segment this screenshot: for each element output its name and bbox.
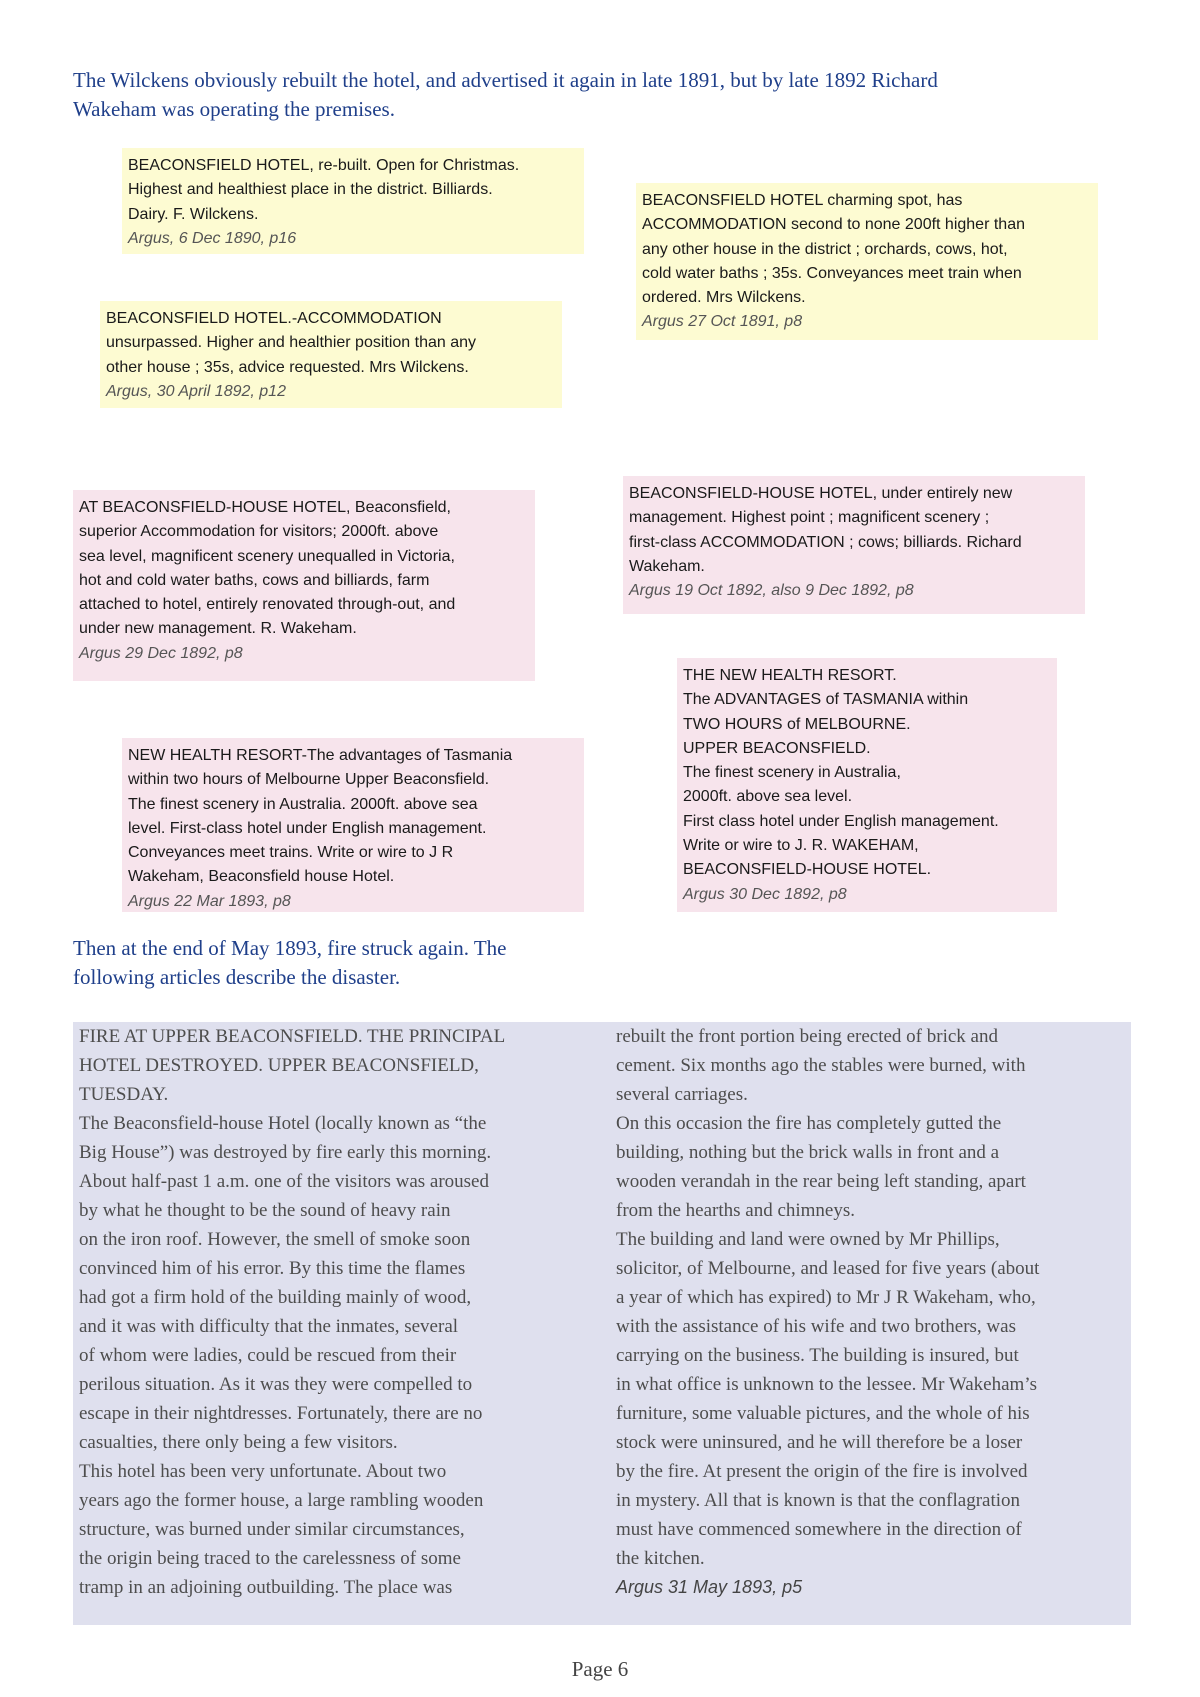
ad-text-line: UPPER BEACONSFIELD.	[683, 739, 871, 757]
ad-clipping-1891	[636, 183, 1098, 340]
article-line: building, nothing but the brick walls in front and a	[616, 1142, 1000, 1163]
page-number: Page 6	[571, 1657, 629, 1681]
ad-text-line: Write or wire to J. R. WAKEHAM,	[683, 837, 919, 855]
article-line: of whom were ladies, could be rescued from their	[79, 1345, 457, 1366]
article-line: rebuilt the front portion being erected of brick and	[616, 1026, 998, 1047]
ad-text-line: management. Highest point ; magnificent scenery ;	[629, 509, 990, 527]
article-line: from the hearths and chimneys.	[616, 1200, 856, 1221]
ad-text-line: BEACONSFIELD HOTEL charming spot, has	[642, 192, 963, 209]
ad-text-line: ACCOMMODATION second to none 200ft higher than	[642, 216, 1025, 234]
transition-line: Then at the end of May 1893, fire struck again. The	[73, 936, 507, 960]
ad-text-line: The finest scenery in Australia,	[683, 764, 901, 782]
ad-text-line: Conveyances meet trains. Write or wire to J R	[128, 844, 454, 862]
article-line: the kitchen.	[616, 1548, 705, 1569]
article-line: several carriages.	[616, 1084, 748, 1105]
ad-text-line: any other house in the district ; orchards, cows, hot,	[642, 240, 1008, 258]
article-line: solicitor, of Melbourne, and leased for five years (about	[616, 1258, 1040, 1279]
article-line: The Beaconsfield-house Hotel (locally known as “the	[79, 1113, 487, 1134]
transition-line: following articles describe the disaster.	[73, 965, 401, 989]
ad-text-line: unsurpassed. Higher and healthier position than any	[106, 334, 477, 352]
ad-citation: Argus 29 Dec 1892, p8	[79, 644, 243, 662]
article-line: a year of which has expired) to Mr J R Wakeham, who,	[616, 1287, 1036, 1308]
intro-line: Wakeham was operating the premises.	[73, 97, 395, 121]
article-line: had got a firm hold of the building mainly of wood,	[79, 1287, 472, 1308]
ad-text-line: other house ; 35s, advice requested. Mrs Wilckens.	[106, 358, 469, 376]
article-line: furniture, some valuable pictures, and the whole of his	[616, 1403, 1030, 1424]
ad-clipping-health-resort-1893	[122, 738, 584, 912]
ad-clipping-1890	[122, 148, 584, 254]
ad-text-line: first-class ACCOMMODATION ; cows; billiards. Richard	[629, 533, 1022, 551]
ad-text-line: 2000ft. above sea level.	[683, 788, 853, 806]
ad-text-line: First class hotel under English management.	[683, 812, 999, 830]
ad-text-line: Highest and healthiest place in the district. Billiards.	[128, 181, 493, 199]
article-line: and it was with difficulty that the inmates, several	[79, 1316, 459, 1337]
article-line: casualties, there only being a few visitors.	[79, 1432, 398, 1453]
ad-text-line: ordered. Mrs Wilckens.	[642, 289, 806, 307]
article-line: with the assistance of his wife and two brothers, was	[616, 1316, 1016, 1337]
article-line: by what he thought to be the sound of heavy rain	[79, 1200, 451, 1221]
ad-text-line: BEACONSFIELD-HOUSE HOTEL, under entirely new	[629, 485, 1013, 502]
ad-text-line: THE NEW HEALTH RESORT.	[683, 667, 897, 684]
article-line: years ago the former house, a large rambling wooden	[79, 1490, 484, 1511]
ad-clipping-1892-april	[100, 301, 562, 408]
ad-text-line: level. First-class hotel under English management.	[128, 819, 487, 837]
intro-paragraph	[73, 66, 1083, 124]
article-line: cement. Six months ago the stables were burned, with	[616, 1055, 1026, 1076]
ad-clipping-1892-december	[73, 490, 535, 681]
ad-text-line: The finest scenery in Australia. 2000ft. above sea	[128, 795, 478, 813]
ad-clipping-1892-october	[623, 476, 1085, 614]
ad-text-line: within two hours of Melbourne Upper Beaconsfield.	[128, 771, 490, 789]
article-line: in mystery. All that is known is that the conflagration	[616, 1490, 1021, 1511]
article-line: TUESDAY.	[79, 1084, 169, 1105]
article-line: HOTEL DESTROYED. UPPER BEACONSFIELD,	[79, 1055, 479, 1076]
article-line: stock were uninsured, and he will therefore be a loser	[616, 1432, 1023, 1453]
ad-text-line: attached to hotel, entirely renovated through-out, and	[79, 596, 456, 614]
article-line: FIRE AT UPPER BEACONSFIELD. THE PRINCIPAL	[79, 1026, 506, 1047]
ad-citation: Argus 22 Mar 1893, p8	[128, 892, 291, 910]
article-line: carrying on the business. The building is insured, but	[616, 1345, 1019, 1366]
ad-text-line: TWO HOURS of MELBOURNE.	[683, 715, 911, 733]
ad-clipping-health-resort-1892	[677, 658, 1057, 912]
ad-text-line: hot and cold water baths, cows and billiards, farm	[79, 571, 430, 589]
article-line: on the iron roof. However, the smell of smoke soon	[79, 1229, 471, 1250]
article-line: escape in their nightdresses. Fortunately, there are no	[79, 1403, 483, 1424]
ad-text-line: The ADVANTAGES of TASMANIA within	[683, 691, 969, 709]
article-line: the origin being traced to the carelessness of some	[79, 1548, 461, 1569]
ad-citation: Argus 30 Dec 1892, p8	[683, 885, 847, 903]
article-right-column	[616, 1022, 1039, 1602]
ad-text-line: under new management. R. Wakeham.	[79, 620, 357, 638]
ad-text-line: BEACONSFIELD-HOUSE HOTEL.	[683, 861, 932, 879]
intro-line: The Wilckens obviously rebuilt the hotel, and advertised it again in late 1891, but by late 1892 Richard	[73, 68, 938, 92]
ad-text-line: BEACONSFIELD HOTEL, re-built. Open for Christmas.	[128, 157, 520, 174]
ad-citation: Argus 19 Oct 1892, also 9 Dec 1892, p8	[629, 582, 914, 600]
article-line: Big House”) was destroyed by fire early this morning.	[79, 1142, 492, 1163]
article-line: convinced him of his error. By this time the flames	[79, 1258, 466, 1279]
ad-text-line: sea level, magnificent scenery unequalled in Victoria,	[79, 547, 455, 565]
article-line: in what office is unknown to the lessee. Mr Wakeham’s	[616, 1374, 1037, 1395]
ad-citation: Argus 27 Oct 1891, p8	[642, 313, 803, 331]
ad-text-line: cold water baths ; 35s. Conveyances meet train when	[642, 264, 1022, 282]
article-line: The building and land were owned by Mr Phillips,	[616, 1229, 1000, 1250]
ad-text-line: BEACONSFIELD HOTEL.-ACCOMMODATION	[106, 310, 442, 327]
article-line: This hotel has been very unfortunate. About two	[79, 1461, 447, 1482]
ad-text-line: Wakeham.	[629, 557, 705, 575]
article-line: must have commenced somewhere in the direction of	[616, 1519, 1022, 1540]
ad-citation: Argus, 30 April 1892, p12	[106, 382, 286, 400]
ad-text-line: Dairy. F. Wilckens.	[128, 205, 259, 223]
article-citation: Argus 31 May 1893, p5	[616, 1577, 803, 1597]
article-line: by the fire. At present the origin of the fire is involved	[616, 1461, 1028, 1482]
ad-citation: Argus, 6 Dec 1890, p16	[128, 229, 297, 247]
fire-article-clipping	[73, 1022, 1131, 1625]
ad-text-line: AT BEACONSFIELD-HOUSE HOTEL, Beaconsfield,	[79, 499, 451, 516]
article-line: On this occasion the fire has completely gutted the	[616, 1113, 1002, 1134]
article-left-column	[79, 1022, 505, 1602]
ad-text-line: Wakeham, Beaconsfield house Hotel.	[128, 868, 395, 886]
article-line: tramp in an adjoining outbuilding. The place was	[79, 1577, 453, 1598]
article-line: About half-past 1 a.m. one of the visitors was aroused	[79, 1171, 489, 1192]
article-line: structure, was burned under similar circumstances,	[79, 1519, 465, 1540]
ad-text-line: NEW HEALTH RESORT-The advantages of Tasmania	[128, 747, 513, 764]
transition-paragraph	[73, 934, 1083, 992]
article-line: perilous situation. As it was they were compelled to	[79, 1374, 473, 1395]
ad-text-line: superior Accommodation for visitors; 2000ft. above	[79, 523, 439, 541]
article-line: wooden verandah in the rear being left standing, apart	[616, 1171, 1026, 1192]
